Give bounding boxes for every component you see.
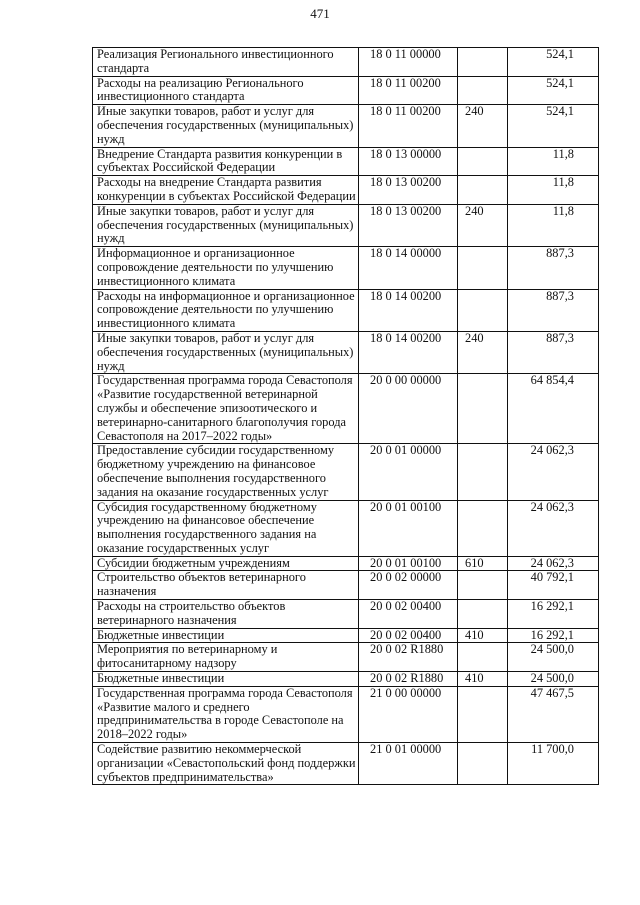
target-article-code: 18 0 14 00200: [359, 331, 458, 373]
table-row: [93, 48, 599, 77]
expense-item-name: Мероприятия по ветеринарному и фитосанитарному надзору: [93, 643, 359, 672]
amount-value: 24 500,0: [508, 643, 599, 672]
expense-item-name: Иные закупки товаров, работ и услуг для обеспечения государственных (муниципальных) нужд: [93, 331, 359, 373]
amount-value: 887,3: [508, 331, 599, 373]
expense-item-name: Субсидии бюджетным учреждениям: [93, 556, 359, 571]
expense-item-name: Бюджетные инвестиции: [93, 628, 359, 643]
amount-value: 24 062,3: [508, 444, 599, 500]
table-row: [93, 600, 599, 629]
expense-type-code: [458, 147, 508, 176]
expense-type-code: 410: [458, 672, 508, 687]
amount-value: 16 292,1: [508, 628, 599, 643]
target-article-code: 20 0 02 00400: [359, 600, 458, 629]
target-article-code: 18 0 11 00200: [359, 105, 458, 147]
amount-value: 524,1: [508, 48, 599, 77]
expense-type-code: [458, 247, 508, 289]
target-article-code: 18 0 14 00200: [359, 289, 458, 331]
target-article-code: 18 0 13 00200: [359, 204, 458, 246]
expense-item-name: Строительство объектов ветеринарного назначения: [93, 571, 359, 600]
target-article-code: 18 0 13 00000: [359, 147, 458, 176]
expense-item-name: Иные закупки товаров, работ и услуг для обеспечения государственных (муниципальных) нужд: [93, 204, 359, 246]
table-row: [93, 76, 599, 105]
table-row: [93, 571, 599, 600]
amount-value: 11,8: [508, 204, 599, 246]
amount-value: 64 854,4: [508, 374, 599, 444]
target-article-code: 20 0 01 00000: [359, 444, 458, 500]
expense-type-code: [458, 500, 508, 556]
expense-item-name: Информационное и организационное сопровождение деятельности по улучшению инвестиционного климата: [93, 247, 359, 289]
amount-value: 40 792,1: [508, 571, 599, 600]
expense-item-name: Государственная программа города Севастополя «Развитие государственной ветеринарной службы и обеспечение эпизоотического и ветеринарно-санитарного благополучия города Севастополя на 2017–2022 годы»: [93, 374, 359, 444]
amount-value: 16 292,1: [508, 600, 599, 629]
amount-value: 524,1: [508, 76, 599, 105]
expense-type-code: [458, 643, 508, 672]
expense-type-code: [458, 444, 508, 500]
amount-value: 47 467,5: [508, 686, 599, 742]
table-row: [93, 643, 599, 672]
target-article-code: 20 0 02 00000: [359, 571, 458, 600]
table-row: [93, 743, 599, 785]
table-body: [93, 48, 599, 785]
table-row: [93, 686, 599, 742]
table-row: [93, 247, 599, 289]
expense-item-name: Реализация Регионального инвестиционного стандарта: [93, 48, 359, 77]
target-article-code: 20 0 00 00000: [359, 374, 458, 444]
expense-type-code: 610: [458, 556, 508, 571]
expense-type-code: 410: [458, 628, 508, 643]
amount-value: 24 062,3: [508, 556, 599, 571]
amount-value: 524,1: [508, 105, 599, 147]
table-row: [93, 204, 599, 246]
expense-item-name: Расходы на строительство объектов ветеринарного назначения: [93, 600, 359, 629]
expense-item-name: Предоставление субсидии государственному бюджетному учреждению на финансовое обеспечение выполнения государственного задания на оказание государственных услуг: [93, 444, 359, 500]
expense-item-name: Иные закупки товаров, работ и услуг для обеспечения государственных (муниципальных) нужд: [93, 105, 359, 147]
expense-item-name: Внедрение Стандарта развития конкуренции в субъектах Российской Федерации: [93, 147, 359, 176]
expense-type-code: [458, 571, 508, 600]
target-article-code: 20 0 01 00100: [359, 500, 458, 556]
expense-item-name: Бюджетные инвестиции: [93, 672, 359, 687]
expense-item-name: Государственная программа города Севастополя «Развитие малого и среднего предпринимательства в городе Севастополе на 2018–2022 годы»: [93, 686, 359, 742]
expense-type-code: [458, 289, 508, 331]
amount-value: 11,8: [508, 147, 599, 176]
target-article-code: 18 0 13 00200: [359, 176, 458, 205]
table-row: [93, 374, 599, 444]
amount-value: 24 062,3: [508, 500, 599, 556]
amount-value: 24 500,0: [508, 672, 599, 687]
target-article-code: 21 0 00 00000: [359, 686, 458, 742]
expense-type-code: 240: [458, 331, 508, 373]
amount-value: 11 700,0: [508, 743, 599, 785]
table-row: [93, 176, 599, 205]
budget-table: [92, 47, 599, 785]
expense-type-code: [458, 48, 508, 77]
page-number: 471: [310, 6, 330, 21]
expense-type-code: [458, 686, 508, 742]
target-article-code: 18 0 14 00000: [359, 247, 458, 289]
target-article-code: 20 0 02 R1880: [359, 643, 458, 672]
target-article-code: 21 0 01 00000: [359, 743, 458, 785]
expense-type-code: [458, 176, 508, 205]
target-article-code: 20 0 02 00400: [359, 628, 458, 643]
expense-type-code: [458, 743, 508, 785]
expense-type-code: [458, 600, 508, 629]
amount-value: 887,3: [508, 289, 599, 331]
table-row: [93, 331, 599, 373]
expense-item-name: Расходы на реализацию Регионального инвестиционного стандарта: [93, 76, 359, 105]
table-row: [93, 672, 599, 687]
expense-type-code: 240: [458, 204, 508, 246]
expense-item-name: Расходы на внедрение Стандарта развития конкуренции в субъектах Российской Федерации: [93, 176, 359, 205]
expense-type-code: [458, 76, 508, 105]
expense-item-name: Субсидия государственному бюджетному учреждению на финансовое обеспечение выполнения государственного задания на оказание государственных услуг: [93, 500, 359, 556]
table-row: [93, 556, 599, 571]
table-row: [93, 628, 599, 643]
amount-value: 887,3: [508, 247, 599, 289]
target-article-code: 18 0 11 00200: [359, 76, 458, 105]
table-row: [93, 500, 599, 556]
target-article-code: 20 0 01 00100: [359, 556, 458, 571]
table-row: [93, 289, 599, 331]
table-row: [93, 105, 599, 147]
table-row: [93, 444, 599, 500]
expense-item-name: Расходы на информационное и организационное сопровождение деятельности по улучшению инвестиционного климата: [93, 289, 359, 331]
table-row: [93, 147, 599, 176]
expense-type-code: 240: [458, 105, 508, 147]
expense-type-code: [458, 374, 508, 444]
target-article-code: 18 0 11 00000: [359, 48, 458, 77]
amount-value: 11,8: [508, 176, 599, 205]
target-article-code: 20 0 02 R1880: [359, 672, 458, 687]
expense-item-name: Содействие развитию некоммерческой организации «Севастопольский фонд поддержки субъектов предпринимательства»: [93, 743, 359, 785]
